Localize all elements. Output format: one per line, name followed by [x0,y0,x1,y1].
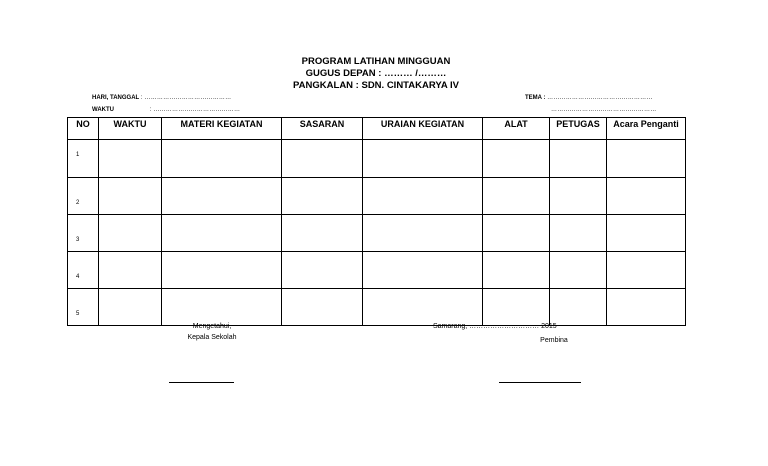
tema-value: …………………………………………… [547,95,653,101]
table-cell[interactable] [483,140,550,178]
kepala-sekolah-text: Kepala Sekolah [187,334,237,341]
table-cell[interactable] [162,140,282,178]
table-cell[interactable] [363,215,483,252]
tema-label: TEMA : [525,95,546,101]
table-cell[interactable] [607,252,686,289]
gugus-depan-line: GUGUS DEPAN : ……… /……… [305,68,447,79]
pembina-text: Pembina [540,337,568,344]
column-header-uraian: URAIAN KEGIATAN [363,118,483,140]
table-cell[interactable] [483,178,550,215]
column-header-materi: MATERI KEGIATAN [162,118,282,140]
table-cell[interactable] [483,215,550,252]
row-number: 2 [68,178,99,215]
table-cell[interactable] [99,289,162,326]
table-cell[interactable] [99,215,162,252]
column-header-acara: Acara Penganti [607,118,686,140]
table-cell[interactable] [550,289,607,326]
hari-tanggal-label: HARI, TANGGAL [92,95,140,101]
waktu-value: : …………………………………… [149,107,241,113]
right-date-text: Samarang, ………………………… 2015 [433,323,557,330]
column-header-petugas: PETUGAS [550,118,607,140]
tema-field [525,95,653,101]
table-cell[interactable] [550,140,607,178]
table-cell[interactable] [99,140,162,178]
table-cell[interactable] [162,178,282,215]
table-cell[interactable] [363,140,483,178]
table-cell[interactable] [99,252,162,289]
table-row [68,178,686,215]
table-cell[interactable] [282,140,363,178]
mengetahui-text: Mengetahui, [192,323,232,330]
table-cell[interactable] [282,178,363,215]
table-row [68,252,686,289]
table-cell[interactable] [607,178,686,215]
hari-tanggal-field [92,95,231,101]
column-header-sasaran: SASARAN [282,118,363,140]
row-number: 5 [68,289,99,326]
column-header-alat: ALAT [483,118,550,140]
table-header-row [68,118,686,140]
table-cell[interactable] [550,252,607,289]
pangkalan-line: PANGKALAN : SDN. CINTAKARYA IV [293,80,459,91]
document-title-block [0,56,752,92]
table-cell[interactable] [483,252,550,289]
activity-table [67,117,686,326]
table-cell[interactable] [99,178,162,215]
left-signature-line [169,382,234,383]
table-cell[interactable] [282,252,363,289]
column-header-no: NO [68,118,99,140]
waktu-label: WAKTU [92,107,114,113]
column-header-waktu: WAKTU [99,118,162,140]
table-cell[interactable] [363,252,483,289]
table-cell[interactable] [162,215,282,252]
row-number: 3 [68,215,99,252]
table-cell[interactable] [550,215,607,252]
hari-tanggal-value: : …………………………………… [140,95,232,101]
table-row [68,140,686,178]
waktu-field [92,107,240,113]
row-number: 1 [68,140,99,178]
table-cell[interactable] [162,289,282,326]
table-cell[interactable] [550,178,607,215]
table-cell[interactable] [282,215,363,252]
tema-second-line [551,107,656,113]
table-cell[interactable] [282,289,363,326]
right-signature-line [499,382,581,383]
table-cell[interactable] [607,215,686,252]
table-cell[interactable] [363,178,483,215]
table-cell[interactable] [363,289,483,326]
table-cell[interactable] [483,289,550,326]
document-title: PROGRAM LATIHAN MINGGUAN [301,56,451,67]
row-number: 4 [68,252,99,289]
left-signature-block [160,323,264,341]
tema-value-line2: …………………………………………… [551,107,657,113]
table-row [68,289,686,326]
table-cell[interactable] [607,289,686,326]
table-cell[interactable] [607,140,686,178]
table-cell[interactable] [162,252,282,289]
table-row [68,215,686,252]
